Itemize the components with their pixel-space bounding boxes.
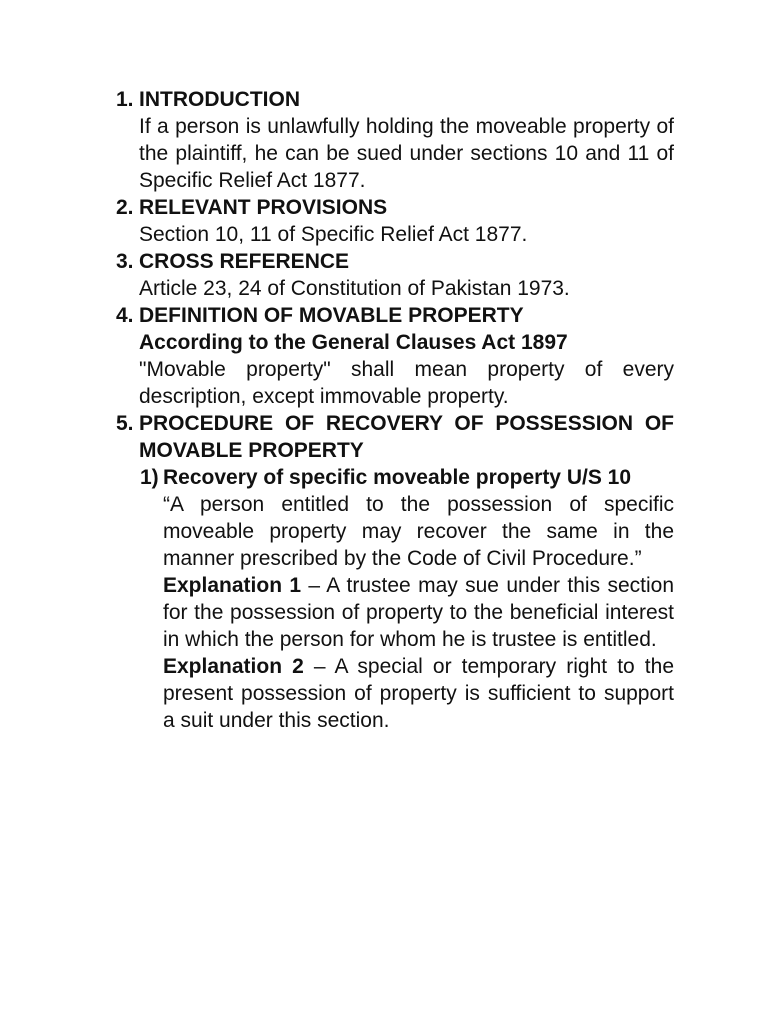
- section-body: "Movable property" shall mean property of every description, except immovable property.: [139, 358, 674, 408]
- section-heading: RELEVANT PROVISIONS: [139, 196, 388, 219]
- section-relevant-provisions: [116, 194, 674, 248]
- section-heading: CROSS REFERENCE: [139, 250, 350, 273]
- explanation-2: [163, 653, 674, 734]
- section-heading: DEFINITION OF MOVABLE PROPERTY: [139, 304, 524, 327]
- document-page: [116, 86, 674, 734]
- subsection-heading: Recovery of specific moveable property U/S 10: [163, 466, 632, 489]
- section-number: 5.: [116, 412, 134, 435]
- section-cross-reference: [116, 248, 674, 302]
- section-number: 3.: [116, 250, 134, 273]
- section-body: Article 23, 24 of Constitution of Pakistan 1973.: [139, 277, 570, 300]
- explanation-label: Explanation 2: [163, 655, 304, 678]
- subsection-recovery: [116, 464, 674, 734]
- section-number: 4.: [116, 304, 134, 327]
- section-subheading: According to the General Clauses Act 1897: [139, 331, 568, 354]
- section-body: If a person is unlawfully holding the moveable property of the plaintiff, he can be sued under sections 10 and 11 of Specific Relief Act 1877.: [139, 115, 674, 192]
- explanation-text: – A special or temporary right to the present possession of property is sufficient to support a suit under this section.: [163, 655, 674, 732]
- explanation-text: – A trustee may sue under this section for the possession of property to the beneficial interest in which the person for whom he is trustee is entitled.: [163, 574, 675, 651]
- section-procedure: [116, 410, 674, 464]
- subsection-number: 1): [140, 466, 159, 489]
- section-heading: PROCEDURE OF RECOVERY OF POSSESSION OF MOVABLE PROPERTY: [139, 412, 674, 462]
- explanation-label: Explanation 1: [163, 574, 302, 597]
- explanation-1: [163, 572, 674, 653]
- section-number: 2.: [116, 196, 134, 219]
- section-number: 1.: [116, 88, 134, 111]
- subsection-quote: “A person entitled to the possession of specific moveable property may recover the same in the manner prescribed by the Code of Civil Procedure.”: [163, 493, 674, 570]
- section-introduction: [116, 86, 674, 194]
- section-definition: [116, 302, 674, 410]
- section-heading: INTRODUCTION: [139, 88, 300, 111]
- section-body: Section 10, 11 of Specific Relief Act 1877.: [139, 223, 528, 246]
